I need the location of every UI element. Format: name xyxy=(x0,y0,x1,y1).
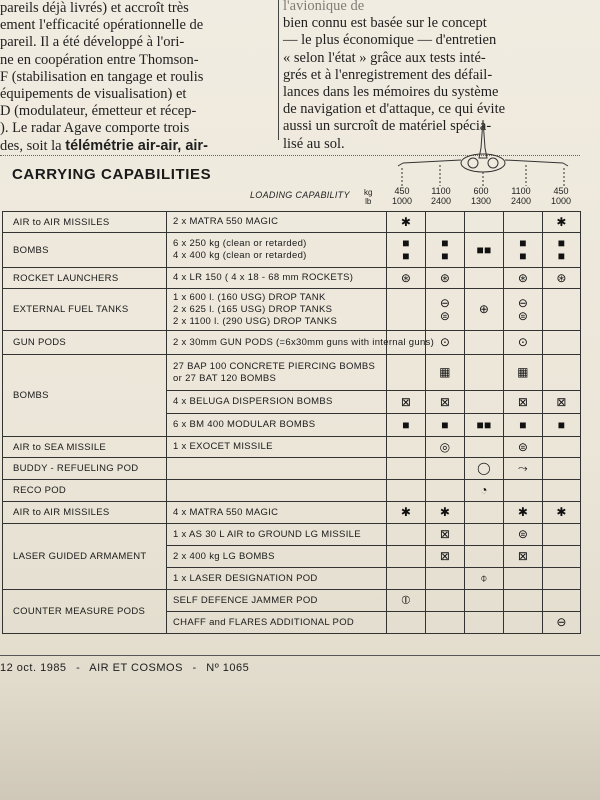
table-row xyxy=(3,268,581,289)
table-row xyxy=(3,590,581,612)
article-line xyxy=(0,138,272,155)
station-cell xyxy=(543,268,581,289)
store-symbol-icon: ⊕ xyxy=(478,302,490,316)
store-symbol-icon: ⊠ xyxy=(400,394,412,409)
store-symbol-icon: ■ xyxy=(519,417,527,432)
store-symbol-icon: ⤳ xyxy=(518,461,528,475)
article-line: bien connu est basée sur le concept xyxy=(283,15,487,32)
station-cell xyxy=(387,437,426,458)
description-cell xyxy=(167,546,387,568)
store-symbol-icon: ⊛ xyxy=(517,270,529,285)
description-cell xyxy=(167,233,387,268)
description-line: 27 BAT 120 BOMBS xyxy=(185,372,277,384)
description-line: 4 x LR 150 ( 4 x 18 - 68 mm ROCKETS) xyxy=(173,272,354,283)
category-cell: AIR to AIR MISSILES xyxy=(3,212,167,233)
station-lb: 2400 xyxy=(430,196,452,206)
description-line: 27 BAP 100 CONCRETE PIERCING BOMBS xyxy=(173,360,376,372)
station-cell xyxy=(543,546,581,568)
unit-kg: kg xyxy=(364,188,373,197)
store-symbol-icon: ⊖ xyxy=(439,295,451,310)
station-cell xyxy=(387,524,426,546)
store-symbol-icon: ◔ xyxy=(480,483,488,497)
station-cell xyxy=(465,414,504,437)
article-line: de navigation et d'attaque, ce qui évite xyxy=(283,101,506,118)
article-bold-text: télémétrie air-air, air- xyxy=(65,137,208,154)
station-cell xyxy=(426,268,465,289)
station-cell xyxy=(504,212,543,233)
article-line: lances dans les mémoires du système xyxy=(283,84,499,101)
station-cell xyxy=(465,355,504,391)
station-header xyxy=(384,186,420,206)
store-symbol-icon: ▦ xyxy=(439,365,451,379)
station-header xyxy=(503,186,539,206)
description-line: 2 x MATRA 550 MAGIC xyxy=(173,216,279,227)
store-symbol-icon: ⦶ xyxy=(401,593,411,607)
table-row xyxy=(3,233,581,268)
category-cell: BUDDY - REFUELING POD xyxy=(3,458,167,480)
store-symbol-icon: ⊜ xyxy=(439,308,451,323)
station-cell xyxy=(465,546,504,568)
aircraft-silhouette-icon xyxy=(388,118,578,188)
station-cell xyxy=(543,590,581,612)
station-cell xyxy=(387,546,426,568)
station-cell xyxy=(426,568,465,590)
description-cell xyxy=(167,212,387,233)
station-cell xyxy=(504,289,543,331)
station-cell xyxy=(426,458,465,480)
description-line: SELF DEFENCE JAMMER POD xyxy=(173,594,318,606)
store-symbol-icon: ■ xyxy=(519,236,527,250)
station-cell xyxy=(426,289,465,331)
store-symbol-icon: ◯ xyxy=(477,461,491,475)
station-cell xyxy=(543,212,581,233)
station-cell xyxy=(504,355,543,391)
station-cell xyxy=(465,212,504,233)
store-symbol-icon: ■ xyxy=(557,249,566,263)
description-line: 4 x MATRA 550 MAGIC xyxy=(173,506,279,518)
or-label: or xyxy=(173,372,183,384)
store-symbol-icon: ⊜ xyxy=(517,308,529,323)
category-cell: RECO POD xyxy=(3,480,167,502)
station-cell xyxy=(426,502,465,524)
store-symbol-icon: ⊛ xyxy=(439,270,451,285)
description-line: 2 x 400 kg LG BOMBS xyxy=(173,550,275,562)
station-cell xyxy=(504,414,543,437)
station-cell xyxy=(543,612,581,634)
article-line: pareil. Il a été développé à l'ori- xyxy=(0,34,185,51)
station-cell xyxy=(504,268,543,289)
station-cell xyxy=(504,480,543,502)
station-cell xyxy=(387,268,426,289)
station-kg: 600 xyxy=(473,186,489,196)
description-line: 1 x LASER DESIGNATION POD xyxy=(173,572,318,584)
footer-rule xyxy=(0,655,600,656)
description-line: 6 x 250 kg (clean or retarded) xyxy=(173,238,307,249)
station-cell xyxy=(387,355,426,391)
footer-separator: - xyxy=(192,662,197,674)
store-symbol-icon: ✱ xyxy=(400,505,412,519)
station-lb: 2400 xyxy=(510,196,532,206)
station-cell xyxy=(387,612,426,634)
description-cell xyxy=(167,502,387,524)
article-line: lisé au sol. xyxy=(283,135,345,152)
store-symbol-icon: ■ xyxy=(402,417,410,432)
station-cell xyxy=(465,437,504,458)
station-cell xyxy=(504,568,543,590)
station-cell xyxy=(465,524,504,546)
store-symbol-icon: ⊠ xyxy=(439,394,451,409)
station-cell xyxy=(426,437,465,458)
station-cell xyxy=(387,458,426,480)
table-row xyxy=(3,524,581,546)
description-line: 4 x 400 kg (clean or retarded) xyxy=(173,250,307,261)
station-lb: 1300 xyxy=(470,196,492,206)
station-cell xyxy=(543,502,581,524)
station-cell xyxy=(426,524,465,546)
store-symbol-icon: ■ xyxy=(441,417,449,432)
store-symbol-icon: ⊖ xyxy=(556,615,567,629)
store-symbol-icon: ■ xyxy=(402,249,410,263)
article-line: ne en coopération entre Thomson- xyxy=(0,51,199,68)
store-symbol-icon: ⊛ xyxy=(556,270,567,285)
article-left-column xyxy=(0,0,272,155)
category-cell: COUNTER MEASURE PODS xyxy=(3,590,167,634)
description-cell xyxy=(167,414,387,437)
station-cell xyxy=(387,233,426,268)
description-line: 1 x 600 l. (160 USG) DROP TANK xyxy=(173,291,326,303)
station-cell xyxy=(543,480,581,502)
station-cell xyxy=(504,391,543,414)
store-symbol-icon: ⊠ xyxy=(439,549,451,563)
table-row xyxy=(3,355,581,391)
station-cell xyxy=(387,568,426,590)
store-symbol-icon: ⊜ xyxy=(517,439,529,454)
station-cell xyxy=(426,391,465,414)
description-line: 2 x 1100 l. (290 USG) DROP TANKS xyxy=(173,315,338,327)
station-cell xyxy=(387,212,426,233)
category-cell: BOMBS xyxy=(3,233,167,268)
units-label xyxy=(364,188,372,206)
station-cell xyxy=(426,233,465,268)
category-cell: ROCKET LAUNCHERS xyxy=(3,268,167,289)
table-row xyxy=(3,437,581,458)
store-symbol-icon: ⌽ xyxy=(480,571,488,585)
station-cell xyxy=(465,590,504,612)
description-cell xyxy=(167,331,435,355)
station-kg: 1100 xyxy=(511,186,531,196)
article-line: ). Le radar Agave comporte trois xyxy=(0,120,190,137)
column-divider xyxy=(278,0,279,140)
store-symbol-icon: ■ xyxy=(441,236,449,250)
category-cell: AIR to SEA MISSILE xyxy=(3,437,167,458)
store-symbol-icon: ⊠ xyxy=(517,394,529,409)
footer-issue: Nº 1065 xyxy=(206,662,250,674)
station-cell xyxy=(504,524,543,546)
station-cell xyxy=(543,331,581,355)
station-cell xyxy=(465,268,504,289)
station-header xyxy=(543,186,579,206)
description-cell xyxy=(167,268,387,289)
station-cell xyxy=(465,612,504,634)
description-cell xyxy=(167,590,387,612)
store-symbol-icon: ■■ xyxy=(476,417,492,432)
station-cell xyxy=(387,289,426,331)
station-cell xyxy=(543,524,581,546)
description-cell xyxy=(167,568,387,590)
station-cell xyxy=(387,502,426,524)
station-header xyxy=(463,186,499,206)
station-lb: 1000 xyxy=(550,196,572,206)
store-symbol-icon: ■ xyxy=(402,236,410,250)
description-line: CHAFF and FLARES ADDITIONAL POD xyxy=(173,616,355,628)
store-symbol-icon: ■ xyxy=(441,249,449,263)
station-cell xyxy=(426,546,465,568)
description-cell xyxy=(167,612,387,634)
station-cell xyxy=(543,391,581,414)
station-cell xyxy=(504,331,543,355)
category-cell: AIR to AIR MISSILES xyxy=(3,502,167,524)
article-line: équipements de visualisation) et xyxy=(0,86,187,103)
station-cell xyxy=(543,437,581,458)
footer-separator: - xyxy=(76,662,81,674)
station-header xyxy=(423,186,459,206)
description-line: 2 x 625 l. (165 USG) DROP TANKS xyxy=(173,303,333,315)
article-text: des, soit la xyxy=(0,137,66,154)
description-cell xyxy=(167,458,387,480)
station-cell xyxy=(543,458,581,480)
store-symbol-icon: ⊠ xyxy=(556,394,567,409)
station-cell xyxy=(543,289,581,331)
station-cell xyxy=(504,502,543,524)
article-line: l'avionique de xyxy=(283,0,365,14)
description-line: 4 x BELUGA DISPERSION BOMBS xyxy=(173,396,333,407)
station-cell xyxy=(543,414,581,437)
description-line: 6 x BM 400 MODULAR BOMBS xyxy=(173,419,316,430)
store-symbol-icon: ■ xyxy=(557,236,566,250)
station-cell xyxy=(465,233,504,268)
station-cell xyxy=(387,391,426,414)
station-cell xyxy=(504,612,543,634)
station-cell xyxy=(543,233,581,268)
store-symbol-icon: ✱ xyxy=(517,505,529,519)
store-symbol-icon: ✱ xyxy=(439,505,451,519)
station-lb: 1000 xyxy=(391,196,413,206)
article-line: ement l'efficacité opérationnelle de xyxy=(0,17,204,34)
description-line: 1 x AS 30 L AIR to GROUND LG MISSILE xyxy=(173,528,361,540)
station-cell xyxy=(465,480,504,502)
station-cell xyxy=(465,331,504,355)
station-cell xyxy=(543,568,581,590)
footer-magazine: AIR ET COSMOS xyxy=(89,662,183,674)
station-cell xyxy=(426,414,465,437)
station-cell xyxy=(504,546,543,568)
article-line: grés et à l'enregistrement des défail- xyxy=(283,66,493,83)
table-row xyxy=(3,331,581,355)
category-cell: EXTERNAL FUEL TANKS xyxy=(3,289,167,331)
store-symbol-icon: ▦ xyxy=(517,365,529,379)
article-line: F (stabilisation en tangage et roulis xyxy=(0,68,204,85)
station-kg: 450 xyxy=(553,186,569,196)
store-symbol-icon: ◎ xyxy=(439,439,451,454)
station-cell xyxy=(426,612,465,634)
store-symbol-icon: ✱ xyxy=(400,214,412,229)
store-symbol-icon: ⊠ xyxy=(517,549,529,563)
loading-capability-label: LOADING CAPABILITY xyxy=(250,190,350,200)
station-kg: 450 xyxy=(394,186,410,196)
station-cell xyxy=(426,480,465,502)
store-symbol-icon: ■■ xyxy=(476,242,492,257)
table-row xyxy=(3,289,581,331)
store-symbol-icon: ✱ xyxy=(556,505,567,519)
station-cell xyxy=(465,568,504,590)
store-symbol-icon: ⊙ xyxy=(517,335,529,349)
article-line: D (modulateur, émetteur et récep- xyxy=(0,103,197,120)
description-line: 1 x EXOCET MISSILE xyxy=(173,441,273,452)
store-symbol-icon: ⊜ xyxy=(517,527,529,541)
station-cell xyxy=(465,391,504,414)
station-cell xyxy=(387,414,426,437)
station-cell xyxy=(504,437,543,458)
station-cell xyxy=(543,355,581,391)
description-cell xyxy=(167,524,387,546)
description-cell xyxy=(167,355,387,391)
station-cell xyxy=(426,590,465,612)
store-symbol-icon: ■ xyxy=(519,249,527,263)
station-cell xyxy=(504,590,543,612)
article-line: — le plus économique — d'entretien xyxy=(283,32,497,49)
description-line: 2 x 30mm GUN PODS (=6x30mm guns with internal guns) xyxy=(173,336,435,348)
station-cell xyxy=(387,480,426,502)
store-symbol-icon: ■ xyxy=(557,417,566,432)
carrying-capabilities-table xyxy=(2,211,581,634)
footer-date: 12 oct. 1985 xyxy=(0,662,67,674)
table-row xyxy=(3,502,581,524)
station-cell xyxy=(465,458,504,480)
category-cell: LASER GUIDED ARMAMENT xyxy=(3,524,167,590)
description-cell xyxy=(167,480,387,502)
store-symbol-icon: ⊙ xyxy=(439,335,451,349)
category-cell: BOMBS xyxy=(3,355,167,437)
station-cell xyxy=(387,590,426,612)
store-symbol-icon: ⊛ xyxy=(400,270,412,285)
store-symbol-icon: ✱ xyxy=(556,214,567,229)
station-cell xyxy=(504,233,543,268)
description-cell xyxy=(167,437,387,458)
article-line: aussi un surcroît de matériel spécia- xyxy=(283,118,492,135)
station-cell xyxy=(504,458,543,480)
station-cell xyxy=(465,289,504,331)
table-row xyxy=(3,480,581,502)
station-kg: 1100 xyxy=(431,186,451,196)
category-cell: GUN PODS xyxy=(3,331,167,355)
table-row xyxy=(3,212,581,233)
table-row xyxy=(3,458,581,480)
station-cell xyxy=(426,355,465,391)
station-cell xyxy=(465,502,504,524)
unit-lb: lb xyxy=(365,197,372,206)
page-footer xyxy=(0,662,600,674)
description-cell xyxy=(167,289,387,331)
article-line: pareils déjà livrés) et accroît très xyxy=(0,0,189,16)
store-symbol-icon: ⊠ xyxy=(439,527,451,541)
station-cell xyxy=(426,212,465,233)
article-line: « selon l'état » grâce aux tests inté- xyxy=(283,49,486,66)
table-title: CARRYING CAPABILITIES xyxy=(12,166,212,183)
description-cell xyxy=(167,391,387,414)
store-symbol-icon: ⊖ xyxy=(517,295,529,310)
